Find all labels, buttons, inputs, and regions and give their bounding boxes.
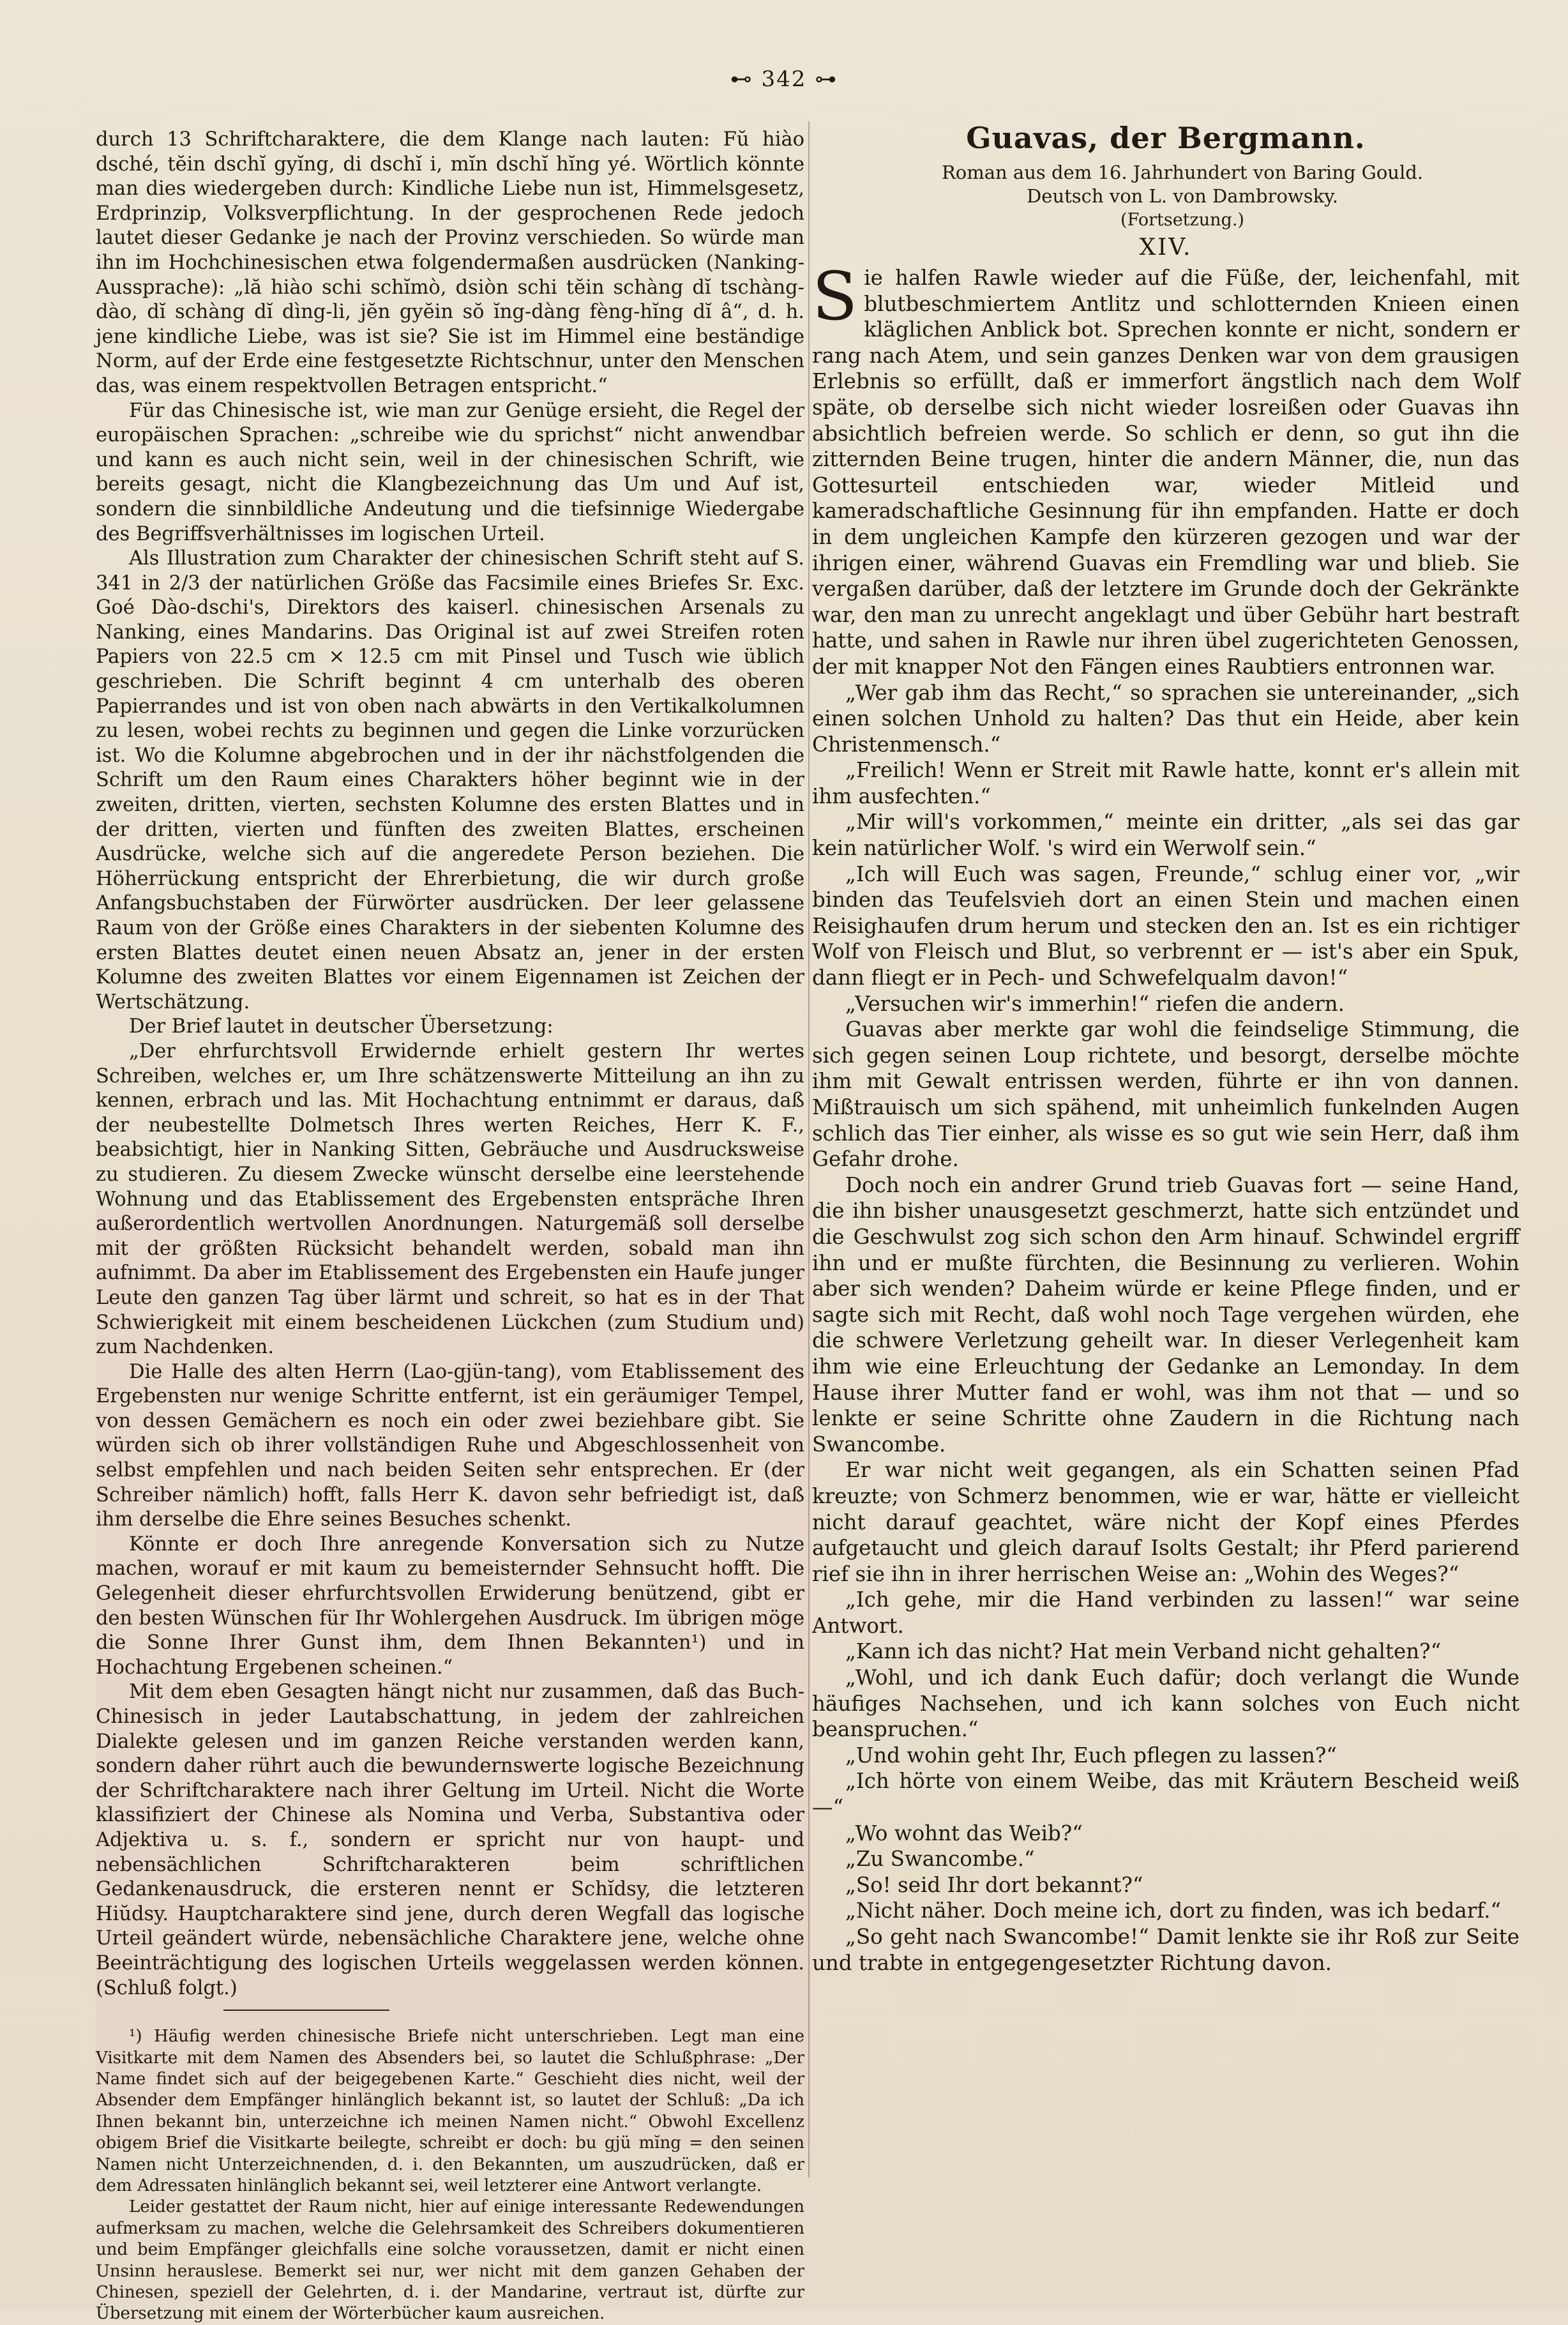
story-paragraph: „So! seid Ihr dort bekannt?“	[845, 1872, 1143, 1897]
continuation-note: (Fortsetzung.)	[1120, 210, 1244, 230]
story-paragraph: „Wo wohnt das Weib?“	[845, 1821, 1083, 1845]
story-paragraph	[812, 257, 1519, 680]
footnotes	[96, 2026, 804, 2325]
story-paragraph: „Wohl, und ich dank Euch dafür; doch verlangt die Wunde häufiges Nachsehen, und ich kann solches von Euch nicht beanspruchen.“	[812, 1665, 1519, 1742]
article-paragraph: Die Halle des alten Herrn (Lao-gjün-tang), vom Etablissement des Ergebensten nur wenige Schritte entfernt, ist ein geräumiger Tempel, von dessen Gemächern es noch ein oder zwei beziehbare gibt. Sie würden sich ob ihrer vollständigen Ruhe und Abgeschlossenheit von selbst empfehlen und nach beiden Seiten sehr entsprechen. Er (der Schreiber nämlich) hofft, falls Herr K. davon sehr befriedigt ist, daß ihm derselbe die Ehre seines Besuches schenkt.	[96, 1360, 804, 1531]
footnote-rule	[223, 2010, 389, 2011]
article-paragraph: Für das Chinesische ist, wie man zur Genüge ersieht, die Regel der europäischen Sprachen: „schreibe wie du sprichst“ nicht anwendbar und kann es auch nicht sein, weil in der chinesischen Schrift, wie bereits gesagt, nicht die Klangbezeichnung das Um und Auf ist, sondern die sinnbildliche Andeutung und die tiefsinnige Wiedergabe des Begriffsverhältnisses im logischen Urteil.	[96, 399, 804, 545]
novel-subtitle: Roman aus dem 16. Jahrhundert von Baring Gould.	[941, 162, 1424, 183]
article-paragraph: durch 13 Schriftcharaktere, die dem Klange nach lauten: Fŭ hiào dsché, tĕin dschĭ gyĭng, di dschĭ i, mĭn dschĭ hĭng yé. Wörtlich könnte man dies wiedergeben durch: Kindliche Liebe nun ist, Himmelsgesetz, Erdprinzip, Volksverpflichtung. In der gesprochenen Rede jedoch lautet dieser Gedanke je nach der Provinz verschieden. So würde man ihn im Hochchinesischen etwa folgendermaßen ausdrücken (Nanking-Aussprache): „lă hiào schi schĭmò, dsiòn schi tĕin schàng dĭ tschàng-dào, dĭ schàng dĭ dìng-li, jĕn gyĕin sŏ ĭng-dàng fèng-hĭng dĭ â“, d. h. jene kindliche Liebe, was ist sie? Sie ist im Himmel eine beständige Norm, auf der Erde eine festgesetzte Richtschnur, unter den Menschen das, was einem respektvollen Betragen entspricht.“	[96, 128, 804, 397]
story-paragraph: „Ich will Euch was sagen, Freunde,“ schlug einer vor, „wir binden das Teufelsvieh dort an einen Stein und machen einen Reisighaufen drum herum und stecken den an. Ist es ein richtiger Wolf von Fleisch und Blut, so verbrennt er — ist's aber ein Spuk, dann fliegt er in Pech- und Schwefelqualm davon!“	[812, 861, 1519, 990]
page-number-value: 342	[761, 66, 807, 92]
page-number: ⊷ 342 ⊶	[730, 66, 838, 92]
story-paragraph: „Mir will's vorkommen,“ meinte ein dritter, „als sei das gar kein natürlicher Wolf. 's wird ein Werwolf sein.“	[812, 810, 1519, 861]
chapter-number: XIV.	[1139, 234, 1193, 261]
dropcap-letter: S	[812, 257, 858, 335]
article-paragraph: Mit dem eben Gesagten hängt nicht nur zusammen, daß das Buch-Chinesisch in jeder Lautabschattung, in jedem der zahlreichen Dialekte gelesen und im ganzen Reiche verstanden werden kann, sondern daher rührt auch die bewundernswerte logische Bezeichnung der Schriftcharaktere nach ihrer Geltung im Urteil. Nicht die Worte klassifiziert der Chinese als Nomina und Verba, Substantiva oder Adjektiva u. s. f., sondern er spricht nur von haupt- und nebensächlichen Schriftcharakteren beim schriftlichen Gedankenausdruck, die ersteren nennt er Schĭdsy, die letzteren Hiŭdsy. Hauptcharaktere sind jene, durch deren Wegfall das logische Urteil geändert würde, nebensächliche Charaktere jene, welche ohne Beeinträchtigung des logischen Urteils weggelassen werden können. (Schluß folgt.)	[96, 1681, 804, 1999]
story-paragraph: „Ich gehe, mir die Hand verbinden zu lassen!“ war seine Antwort.	[812, 1587, 1519, 1638]
right-column	[812, 119, 1519, 1976]
story-paragraph: „Zu Swancombe.“	[845, 1847, 1035, 1872]
translator-line: Deutsch von L. von Dambrowsky.	[1027, 185, 1338, 207]
story-paragraph: Er war nicht weit gegangen, als ein Schatten seinen Pfad kreuzte; von Schmerz benommen, wie er war, hätte er vielleicht nicht darauf geachtet, wäre nicht der Kopf eines Pferdes aufgetaucht und gleich darauf Isolts Gestalt; ihr Pferd parierend rief sie ihn in ihrer herrischen Weise an: „Wohin des Weges?“	[812, 1458, 1519, 1586]
left-column	[96, 128, 804, 2325]
article-paragraph: Als Illustration zum Charakter der chinesischen Schrift steht auf S. 341 in 2/3 der natürlichen Größe das Facsimile eines Briefes Sr. Exc. Goé Dào-dschi's, Direktors des kaiserl. chinesischen Arsenals zu Nanking, eines Mandarins. Das Original ist auf zwei Streifen roten Papiers von 22.5 cm × 12.5 cm mit Pinsel und Tusch wie üblich geschrieben. Die Schrift beginnt 4 cm unterhalb des oberen Papierrandes und ist von oben nach abwärts in den Vertikalkolumnen zu lesen, wobei rechts zu beginnen und gegen die Linke vorzurücken ist. Wo die Kolumne abgebrochen und in der ihr nächstfolgenden die Schrift um den Raum eines Charakters höher beginnt wie in der zweiten, dritten, vierten, sechsten Kolumne des ersten Blattes und in der dritten, vierten und fünften des zweiten Blattes, erscheinen Ausdrücke, welche sich auf die angeredete Person beziehen. Die Höherrückung entspricht der Ehrerbietung, die wir durch große Anfangsbuchstaben der Fürwörter ausdrücken. Der leer gelassene Raum von der Größe eines Charakters in der siebenten Kolumne des ersten Blattes deutet einen neuen Absatz an, jener in der ersten Kolumne des zweiten Blattes vor einem Eigennamen ist Zeichen der Wertschätzung.	[96, 547, 804, 1013]
footnote: ¹) Häufig werden chinesische Briefe nicht unterschrieben. Legt man eine Visitkarte mit dem Namen des Absenders bei, so lautet die Schlußphrase: „Der Name findet sich auf der beigegebenen Karte.“ Geschieht dies nicht, weil der Absender dem Empfänger hinlänglich bekannt ist, so lautet der Schluß: „Da ich Ihnen bekannt bin, unterzeichne ich meinen Namen nicht.“ Obwohl Excellenz obigem Brief die Visitkarte beilegte, schreibt er doch: bu gjü mĭng = den seinen Namen nicht Unterzeichnenden, d. i. den Bekannten, um auszudrücken, daß er dem Adressaten hinlänglich bekannt sei, weil letzterer eine Antwort verlangte.	[96, 2027, 804, 2195]
story-paragraph: „Freilich! Wenn er Streit mit Rawle hatte, konnt er's allein mit ihm ausfechten.“	[812, 758, 1519, 808]
story-paragraph: „Kann ich das nicht? Hat mein Verband nicht gehalten?“	[845, 1639, 1442, 1664]
story-paragraph: „Wer gab ihm das Recht,“ so sprachen sie untereinander, „sich einen solchen Unhold zu halten? Das thut ein Heide, aber kein Christenmensch.“	[812, 680, 1519, 757]
article-paragraph: Könnte er doch Ihre anregende Konversation sich zu Nutze machen, worauf er mit kaum zu bemeisternder Sehnsucht hofft. Die Gelegenheit dieser ehrfurchtsvollen Erwiderung benützend, gibt er den besten Wünschen für Ihr Wohlergehen Ausdruck. Im übrigen möge die Sonne Ihrer Gunst ihm, dem Ihnen Bekannten¹) und in Hochachtung Ergebenen scheinen.“	[96, 1533, 804, 1679]
story-paragraph: Guavas aber merkte gar wohl die feindselige Stimmung, die sich gegen seinen Loup richtete, und besorgt, derselbe möchte ihm mit Gewalt entrissen werden, führte er ihn von dannen. Mißtrauisch um sich spähend, mit unheimlich funkelnden Augen schlich das Tier einher, als wisse es so gut wie sein Herr, daß ihm Gefahr drohe.	[812, 1017, 1519, 1172]
story-paragraph: Doch noch ein andrer Grund trieb Guavas fort — seine Hand, die ihn bisher unausgesetzt geschmerzt, hatte sich entzündet und die Geschwulst zog sich schon den Arm hinauf. Schwindel ergriff ihn und er mußte fürchten, die Besinnung zu verlieren. Wohin aber sich wenden? Daheim würde er keine Pflege finden, und er sagte sich mit Recht, daß wohl noch Tage vergehen würden, ehe die schwere Verletzung geheilt war. In dieser Verlegenheit kam ihm wie eine Erleuchtung der Gedanke an Lemonday. In dem Hause ihrer Mutter fand er wohl, was ihm not that — und so lenkte er seine Schritte ohne Zaudern in die Richtung nach Swancombe.	[812, 1172, 1519, 1457]
article-paragraph: Der Brief lautet in deutscher Übersetzung:	[129, 1015, 554, 1038]
column-divider	[808, 121, 810, 2177]
novel-title: Guavas, der Bergmann.	[966, 121, 1366, 155]
story-paragraph: „Und wohin geht Ihr, Euch pflegen zu lassen?“	[845, 1743, 1337, 1768]
story-paragraph: „Versuchen wir's immerhin!“ riefen die andern.	[845, 991, 1345, 1016]
story-paragraph: „Ich hörte von einem Weibe, das mit Kräutern Bescheid weiß —“	[812, 1769, 1519, 1820]
story-paragraph: „So geht nach Swancombe!“ Damit lenkte sie ihr Roß zur Seite und trabte in entgegengesetzter Richtung davon.	[812, 1925, 1519, 1975]
story-paragraph: „Nicht näher. Doch meine ich, dort zu finden, was ich bedarf.“	[845, 1898, 1502, 1923]
story-first-paragraph-text: ie halfen Rawle wieder auf die Füße, der, leichenfahl, mit blutbeschmiertem Antlitz und schlotternden Knieen einen kläglichen Anblick bot. Sprechen konnte er nicht, sondern er rang nach Atem, und sein ganzes Denken war von dem grausigen Erlebnis so erfüllt, daß er immerfort ängstlich nach dem Wolf späte, ob derselbe sich nicht wieder losreißen oder Guavas ihn absichtlich befreien werde. So schlich er denn, so gut ihn die zitternden Beine trugen, hinter die andern Männer, die, nun das Gottesurteil entschieden war, wieder Mitleid und kameradschaftliche Gesinnung für ihn empfanden. Hatte er doch in dem ungleichen Kampfe den kürzeren gezogen und war der ihrigen einer, während Guavas ein Fremdling war und blieb. Sie vergaßen darüber, daß der letztere im Grunde doch der Gekränkte war, den man zu unrecht angeklagt und über Gebühr hart bestraft hatte, und sahen in Rawle nur ihren übel zugerichteten Genossen, der mit knapper Not den Fängen eines Raubtiers entronnen war.	[812, 266, 1519, 679]
article-paragraph: „Der ehrfurchtsvoll Erwidernde erhielt gestern Ihr wertes Schreiben, welches er, um Ihre schätzenswerte Mitteilung an ihn zu kennen, erbrach und las. Mit Hochachtung entnimmt er daraus, daß der neubestellte Dolmetsch Ihres werten Reiches, Herr K. F., beabsichtigt, hier in Nanking Sitten, Gebräuche und Ausdrucksweise zu studieren. Zu diesem Zwecke wünscht derselbe eine leerstehende Wohnung und das Etablissement des Ergebensten entspräche Ihren außerordentlich wertvollen Anordnungen. Naturgemäß soll derselbe mit der größten Rücksicht behandelt werden, sobald man ihn aufnimmt. Da aber im Etablissement des Ergebensten ein Haufe junger Leute den ganzen Tag über lärmt und schreit, so hat es in der That Schwierigkeit mit einem bescheidenen Lückchen (zum Studium und) zum Nachdenken.	[96, 1040, 804, 1359]
footnote: Leider gestattet der Raum nicht, hier auf einige interessante Redewendungen aufmerksam zu machen, welche die Gelehrsamkeit des Schreibers dokumentieren und beim Empfänger gleichfalls eine solche voraussetzen, damit er nicht einen Unsinn herauslese. Bemerkt sei nur, wer nicht mit dem ganzen Gehaben der Chinesen, speziell der Gelehrten, d. i. der Mandarine, vertraut ist, dürfte zur Übersetzung mit einem der Wörterbücher kaum ausreichen.	[96, 2197, 804, 2324]
